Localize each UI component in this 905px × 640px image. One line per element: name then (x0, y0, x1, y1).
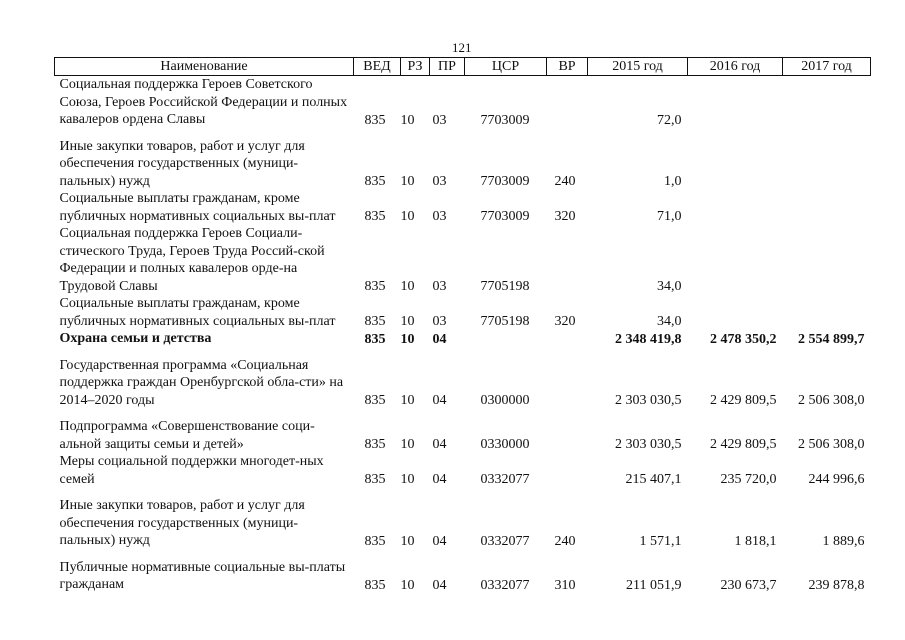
row-2016 (688, 295, 783, 330)
row-pr: 03 (432, 209, 447, 224)
row-ved: 835 (364, 209, 386, 224)
table-row (55, 225, 871, 295)
row-ved: 835 (364, 577, 386, 593)
row-2017: 2 506 308,0 (798, 393, 865, 408)
row-ved: 835 (364, 279, 386, 294)
row-2017: 2 506 308,0 (798, 437, 865, 452)
row-2016: 2 478 350,2 (710, 331, 777, 347)
row-rz: 10 (400, 393, 415, 408)
row-rz: 10 (400, 209, 415, 224)
row-2017: 2 554 899,7 (798, 331, 865, 347)
row-name: Подпрограмма «Совершенствование соци-альной защиты семьи и детей» (59, 419, 315, 452)
row-2016: 2 429 809,5 (710, 437, 777, 452)
row-2017: 239 878,8 (808, 577, 865, 593)
row-vr (547, 418, 588, 453)
row-2015: 34,0 (657, 314, 682, 329)
row-2015: 211 051,9 (626, 577, 682, 593)
row-name: Социальные выплаты гражданам, кроме публичных нормативных социальных вы-плат (59, 296, 336, 329)
row-csr: 0330000 (480, 437, 530, 452)
row-2017 (783, 76, 871, 138)
column-header-2017: 2017 год (783, 58, 871, 76)
row-2015: 1,0 (664, 174, 682, 189)
row-2016 (688, 225, 783, 295)
column-header-vr: ВР (547, 58, 588, 76)
column-header-ved: ВЕД (354, 58, 401, 76)
row-ved: 835 (364, 314, 386, 329)
row-name: Государственная программа «Социальная поддержка граждан Оренбургской обла-сти» на 2014–2020 годы (59, 357, 344, 408)
row-name: Социальные выплаты гражданам, кроме публичных нормативных социальных вы-плат (59, 191, 336, 224)
row-rz: 10 (400, 472, 415, 487)
table-row (55, 418, 871, 453)
row-pr: 03 (432, 112, 447, 128)
row-csr: 0332077 (480, 472, 530, 487)
row-rz: 10 (400, 533, 415, 549)
row-csr: 7703009 (480, 174, 530, 189)
row-pr: 04 (432, 437, 447, 452)
row-pr: 03 (432, 174, 447, 189)
row-csr: 7705198 (480, 279, 530, 294)
row-vr (547, 330, 588, 357)
row-2017 (783, 295, 871, 330)
row-2016: 230 673,7 (720, 577, 777, 593)
row-2017: 244 996,6 (808, 472, 865, 487)
table-row (55, 559, 871, 594)
row-2015: 1 571,1 (639, 533, 682, 549)
row-csr (465, 330, 547, 357)
column-header-2016: 2016 год (688, 58, 783, 76)
row-ved: 835 (364, 533, 386, 549)
row-rz: 10 (400, 112, 415, 128)
budget-table (54, 57, 871, 594)
row-pr: 03 (432, 279, 447, 294)
row-vr (547, 453, 588, 497)
row-2016: 1 818,1 (734, 533, 777, 549)
row-ved: 835 (364, 437, 386, 452)
row-2017 (783, 138, 871, 191)
row-2016: 235 720,0 (720, 472, 777, 487)
row-name: Меры социальной поддержки многодет-ных семей (59, 454, 324, 487)
table-row (55, 138, 871, 191)
row-vr: 240 (554, 533, 576, 549)
row-2015: 34,0 (657, 279, 682, 294)
row-rz: 10 (400, 331, 415, 347)
row-2015: 2 303 030,5 (615, 437, 682, 452)
row-name: Охрана семьи и детства (59, 331, 212, 346)
column-header-2015: 2015 год (588, 58, 688, 76)
header-row (55, 58, 871, 76)
row-pr: 04 (432, 472, 447, 487)
row-2015: 215 407,1 (625, 472, 682, 487)
row-vr (547, 357, 588, 419)
row-2016 (688, 190, 783, 225)
column-header-pr: ПР (430, 58, 465, 76)
row-csr: 0332077 (480, 533, 530, 549)
row-2017 (783, 225, 871, 295)
row-2017 (783, 190, 871, 225)
row-pr: 04 (432, 533, 447, 549)
row-name: Социальная поддержка Героев Социали-стического Труда, Героев Труда Россий-ской Федерации и полных кавалеров орде-на Трудовой Славы (59, 226, 325, 294)
table-body (55, 76, 871, 594)
column-header-csr: ЦСР (465, 58, 547, 76)
row-vr (547, 225, 588, 295)
table-header (55, 58, 871, 76)
row-2015: 71,0 (657, 209, 682, 224)
row-2015: 2 348 419,8 (615, 331, 682, 347)
row-2016: 2 429 809,5 (710, 393, 777, 408)
row-rz: 10 (400, 437, 415, 452)
row-vr: 320 (554, 209, 576, 224)
page-number: 121 (452, 40, 472, 55)
row-2017: 1 889,6 (822, 533, 865, 549)
row-rz: 10 (400, 279, 415, 294)
row-ved: 835 (364, 393, 386, 408)
row-rz: 10 (400, 577, 415, 593)
row-pr: 04 (432, 331, 447, 347)
row-pr: 04 (432, 393, 447, 408)
row-rz: 10 (400, 174, 415, 189)
row-ved: 835 (364, 472, 386, 487)
column-header-rz: РЗ (401, 58, 430, 76)
row-vr: 320 (554, 314, 576, 329)
row-csr: 7703009 (480, 209, 530, 224)
row-2016 (688, 76, 783, 138)
table-row (55, 357, 871, 419)
table-row (55, 76, 871, 138)
table-row (55, 295, 871, 330)
row-pr: 04 (432, 577, 447, 593)
table-row (55, 497, 871, 559)
row-2015: 72,0 (657, 112, 682, 128)
table-row-section-total (55, 330, 871, 357)
row-pr: 03 (432, 314, 447, 329)
row-ved: 835 (364, 174, 386, 189)
table-row (55, 190, 871, 225)
row-name: Публичные нормативные социальные вы-платы гражданам (59, 559, 346, 592)
row-csr: 7703009 (480, 112, 530, 128)
row-csr: 0300000 (480, 393, 530, 408)
row-rz: 10 (400, 314, 415, 329)
row-2015: 2 303 030,5 (615, 393, 682, 408)
row-vr: 310 (554, 577, 576, 593)
row-vr: 240 (554, 174, 576, 189)
row-ved: 835 (364, 112, 386, 128)
row-name: Иные закупки товаров, работ и услуг для обеспечения государственных (муници-пальных) нужд (59, 498, 305, 548)
row-name: Иные закупки товаров, работ и услуг для обеспечения государственных (муници-пальных) нужд (59, 138, 305, 189)
row-vr (547, 76, 588, 138)
row-csr: 0332077 (480, 577, 530, 593)
row-name: Социальная поддержка Героев Советского Союза, Героев Российской Федерации и полных кавалеров ордена Славы (59, 77, 348, 127)
row-ved: 835 (364, 331, 386, 347)
row-2016 (688, 138, 783, 191)
table-row (55, 453, 871, 497)
column-header-name: Наименование (55, 58, 354, 76)
row-csr: 7705198 (480, 314, 530, 329)
